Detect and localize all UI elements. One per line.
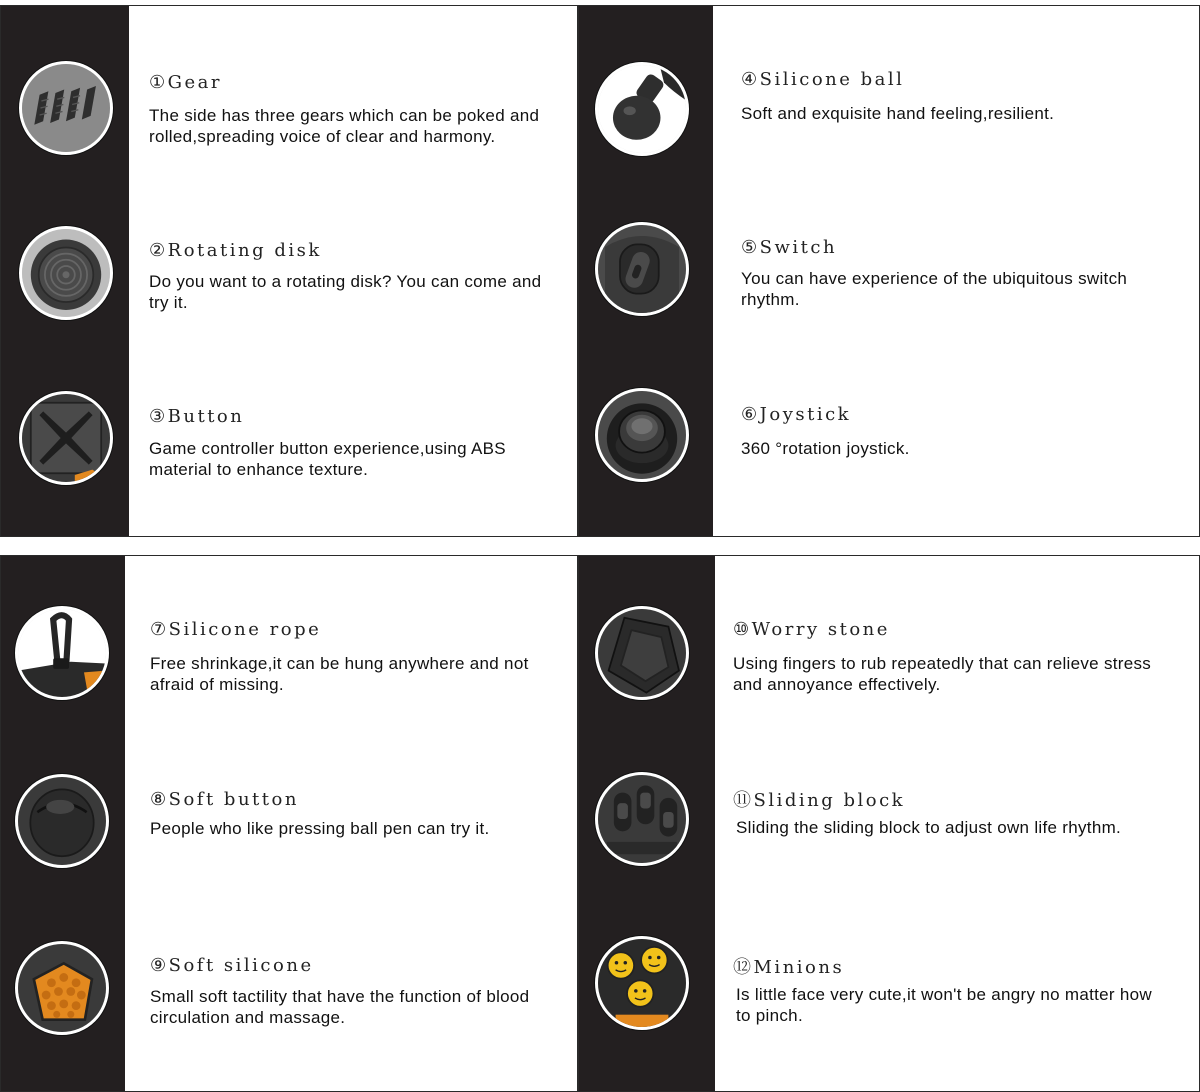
worry-stone-icon	[595, 606, 689, 700]
silicone-ball-icon	[595, 62, 689, 156]
feature-item-button	[1, 346, 578, 537]
feature-description: You can have experience of the ubiquitous switch rhythm.	[741, 269, 1128, 309]
feature-description: Sliding the sliding block to adjust own life rhythm.	[736, 818, 1122, 837]
soft-button-icon	[15, 774, 109, 868]
feature-title-text: Soft button	[168, 789, 299, 810]
feature-description: 360 °rotation joystick.	[741, 439, 910, 458]
feature-description: The side has three gears which can be poked and rolled,spreading voice of clear and harmony.	[149, 106, 540, 146]
feature-title	[733, 786, 905, 812]
gear-icon	[19, 61, 113, 155]
joystick-icon	[595, 388, 689, 482]
feature-title-text: Sliding block	[753, 790, 906, 811]
sliding-block-icon	[595, 772, 689, 866]
feature-description: Small soft tactility that have the function of blood circulation and massage.	[150, 987, 530, 1027]
feature-item-sliding-block	[579, 726, 1200, 896]
feature-item-silicone-rope	[1, 556, 578, 726]
feature-title-text: Switch	[759, 237, 838, 258]
feature-number: ⑤	[741, 237, 760, 258]
feature-number: ①	[149, 72, 168, 93]
feature-item-switch	[579, 176, 1200, 346]
feature-title	[733, 619, 890, 640]
feature-number: ⑩	[733, 619, 752, 640]
feature-description: People who like pressing ball pen can try it.	[150, 819, 490, 838]
feature-title	[150, 789, 299, 810]
feature-title-text: Silicone rope	[168, 619, 322, 640]
feature-panel-top-left	[0, 5, 578, 537]
feature-title	[741, 69, 904, 90]
feature-title-text: Silicone ball	[759, 69, 905, 90]
feature-item-rotating-disk	[1, 176, 578, 346]
feature-description: Using fingers to rub repeatedly that can relieve stress and annoyance effectively.	[733, 654, 1152, 694]
feature-title-text: Soft silicone	[168, 955, 314, 976]
button-icon	[19, 391, 113, 485]
minions-icon	[595, 936, 689, 1030]
feature-title	[733, 953, 844, 979]
feature-panel-bottom-right	[578, 555, 1200, 1092]
feature-item-soft-silicone	[1, 896, 578, 1092]
feature-description: Is little face very cute,it won't be angry no matter how to pinch.	[736, 985, 1152, 1025]
feature-title-text: Minions	[753, 957, 845, 978]
feature-title	[149, 240, 322, 261]
feature-item-minions	[579, 896, 1200, 1092]
feature-item-soft-button	[1, 726, 578, 896]
silicone-rope-icon	[15, 606, 109, 700]
feature-title	[741, 404, 851, 425]
switch-icon	[595, 222, 689, 316]
feature-title-text: Button	[167, 406, 245, 427]
feature-number: ⑨	[150, 955, 169, 976]
feature-number: ④	[741, 69, 760, 90]
feature-panel-bottom-left	[0, 555, 578, 1092]
soft-silicone-icon	[15, 941, 109, 1035]
feature-number: ③	[149, 406, 168, 427]
feature-item-joystick	[579, 346, 1200, 537]
feature-number: ⑪	[733, 790, 754, 811]
feature-title	[741, 237, 837, 258]
feature-item-worry-stone	[579, 556, 1200, 726]
feature-description: Do you want to a rotating disk? You can come and try it.	[149, 272, 542, 312]
rotating-disk-icon	[19, 226, 113, 320]
feature-description: Free shrinkage,it can be hung anywhere and not afraid of missing.	[150, 654, 529, 694]
feature-item-gear	[1, 6, 578, 176]
feature-panel-top-right	[578, 5, 1200, 537]
feature-title	[149, 72, 222, 93]
feature-description: Game controller button experience,using ABS material to enhance texture.	[149, 439, 506, 479]
feature-title-text: Joystick	[759, 404, 852, 425]
feature-title-text: Worry stone	[751, 619, 890, 640]
feature-title	[149, 406, 244, 427]
feature-description: Soft and exquisite hand feeling,resilient.	[741, 104, 1055, 123]
feature-number: ②	[149, 240, 168, 261]
feature-title-text: Gear	[167, 72, 223, 93]
feature-number: ⑧	[150, 789, 169, 810]
feature-number: ⑫	[733, 957, 754, 978]
feature-item-silicone-ball	[579, 6, 1200, 176]
feature-title	[150, 619, 321, 640]
feature-title-text: Rotating disk	[167, 240, 322, 261]
feature-title	[150, 955, 314, 976]
feature-number: ⑥	[741, 404, 760, 425]
feature-number: ⑦	[150, 619, 169, 640]
